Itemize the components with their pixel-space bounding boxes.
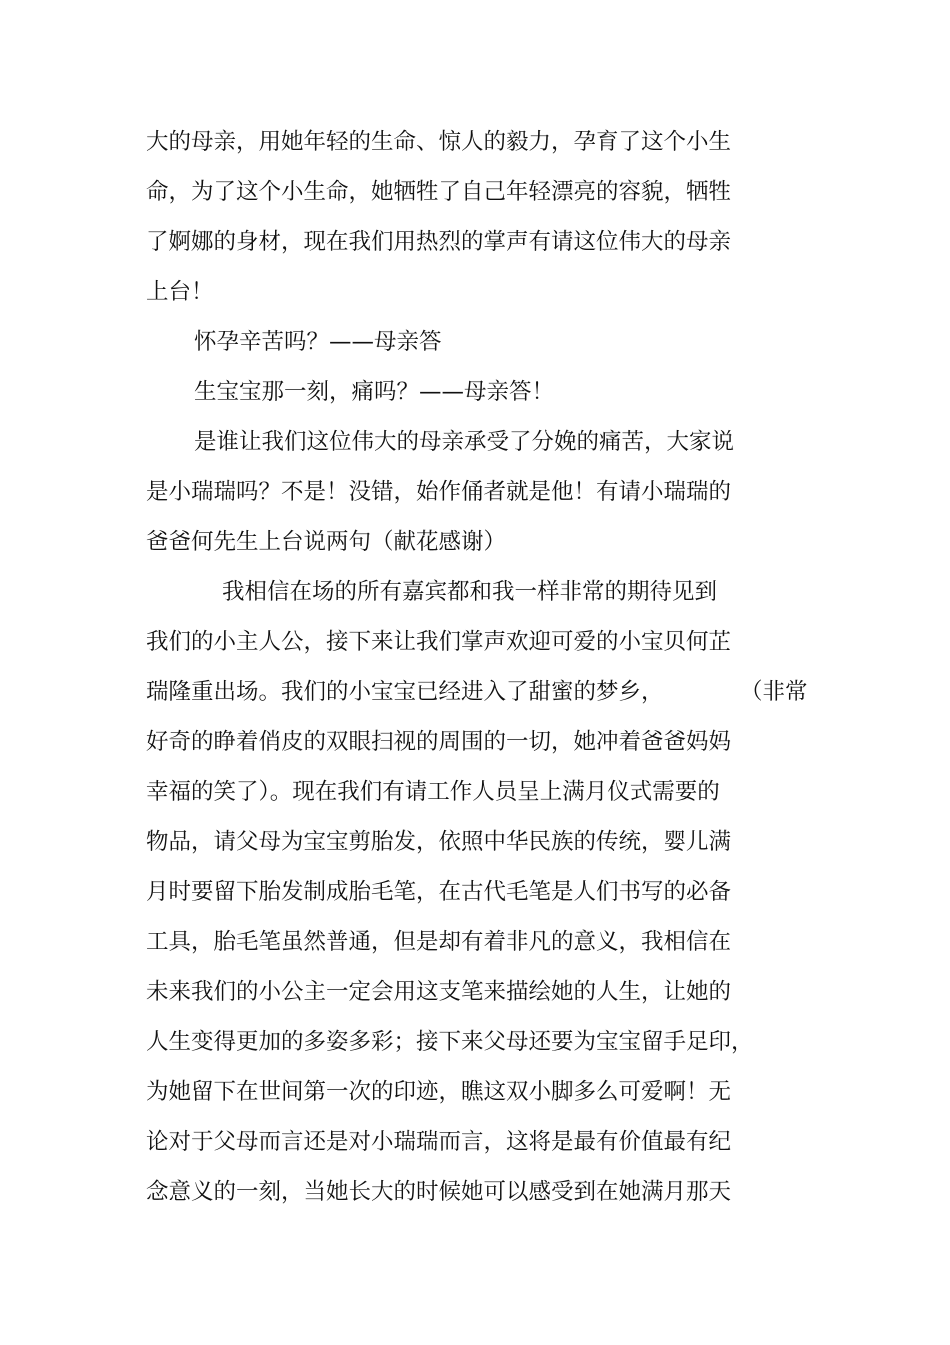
paragraph-line: 论对于父母而言还是对小瑞瑞而言，这将是最有价值最有纪 [146,1129,732,1155]
paragraph-line: 月时要留下胎发制成胎毛笔，在古代毛笔是人们书写的必备 [146,879,732,905]
paragraph-line: 上台！ [146,279,214,305]
paragraph-line: 好奇的睁着俏皮的双眼扫视的周围的一切，她冲着爸爸妈妈 [146,729,732,755]
paragraph-line: 为她留下在世间第一次的印迹，瞧这双小脚多么可爱啊！无 [146,1079,732,1105]
paragraph-line: 是小瑞瑞吗？不是！没错，始作俑者就是他！有请小瑞瑞的 [146,479,732,505]
paragraph-line: 命，为了这个小生命，她牺牲了自己年轻漂亮的容貌，牺牲 [146,179,732,205]
paragraph-line: 幸福的笑了）。现在我们有请工作人员呈上满月仪式需要的 [146,779,720,805]
paragraph-line: 大的母亲，用她年轻的生命、惊人的毅力，孕育了这个小生 [146,129,732,155]
paragraph-line: 爸爸何先生上台说两句（献花感谢） [146,529,507,555]
paragraph-line: 念意义的一刻，当她长大的时候她可以感受到在她满月那天 [146,1179,732,1205]
paragraph-line: 人生变得更加的多姿多彩；接下来父母还要为宝宝留手足印， [146,1029,754,1055]
paragraph-line: 是谁让我们这位伟大的母亲承受了分娩的痛苦，大家说 [194,429,735,455]
paragraph-line: 物品，请父母为宝宝剪胎发，依照中华民族的传统，婴儿满 [146,829,732,855]
paragraph-line: 生宝宝那一刻，痛吗？——母亲答！ [194,379,555,405]
paragraph-line: 工具，胎毛笔虽然普通，但是却有着非凡的意义，我相信在 [146,929,732,955]
paragraph-aside: （非常 [740,679,808,705]
paragraph-line: 我相信在场的所有嘉宾都和我一样非常的期待见到 [222,579,718,605]
paragraph-line: 怀孕辛苦吗？——母亲答 [194,329,442,355]
paragraph-line: 了婀娜的身材，现在我们用热烈的掌声有请这位伟大的母亲 [146,229,732,255]
paragraph-line: 瑞隆重出场。我们的小宝宝已经进入了甜蜜的梦乡， [146,679,664,705]
paragraph-line: 未来我们的小公主一定会用这支笔来描绘她的人生，让她的 [146,979,732,1005]
paragraph-line: 我们的小主人公，接下来让我们掌声欢迎可爱的小宝贝何芷 [146,629,732,655]
